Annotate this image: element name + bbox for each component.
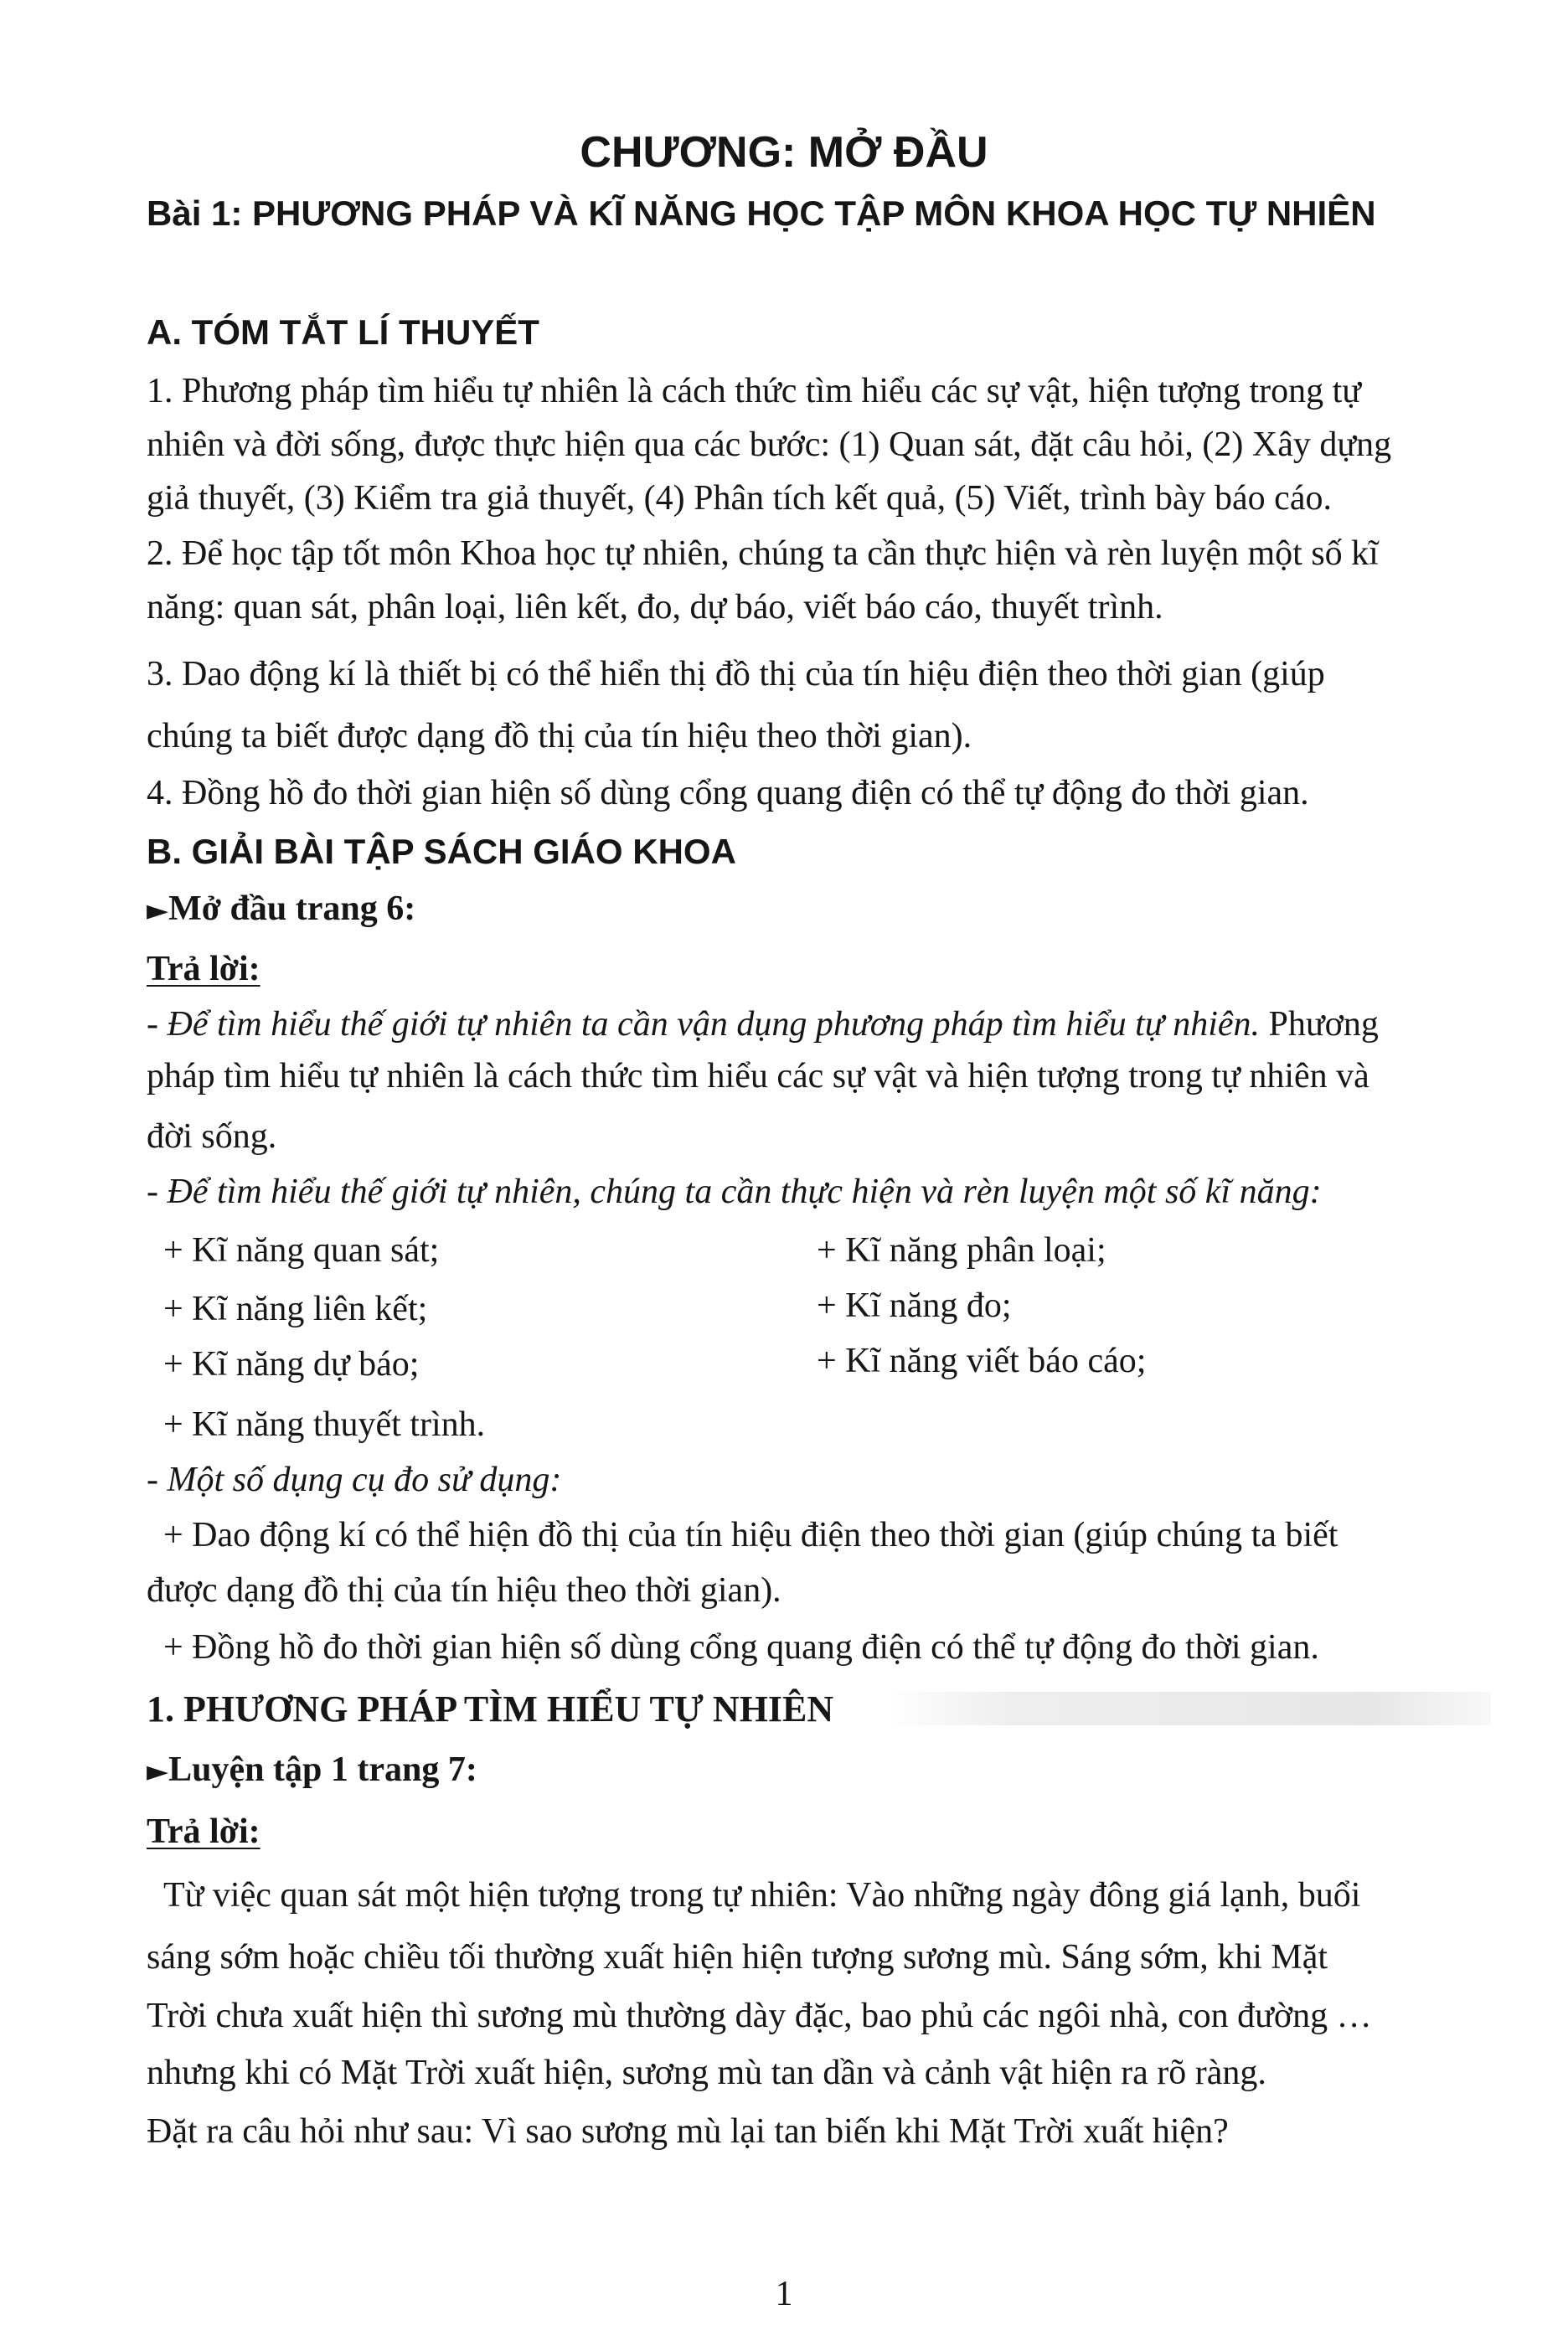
theory-line-1: 1. Phương pháp tìm hiểu tự nhiên là cách thức tìm hiểu các sự vật, hiện tượng trong tự xyxy=(147,372,1362,410)
answer-para-1-rest: Phương xyxy=(1260,1005,1379,1044)
skill-item: + Kĩ năng thuyết trình. xyxy=(163,1405,486,1444)
lesson-title: Bài 1: PHƯƠNG PHÁP VÀ KĨ NĂNG HỌC TẬP MÔN KHOA HỌC TỰ NHIÊN xyxy=(147,193,1376,233)
practice-line-4: nhưng khi có Mặt Trời xuất hiện, sương mù tan dần và cảnh vật hiện ra rõ ràng. xyxy=(147,2054,1266,2092)
practice-heading xyxy=(147,1747,477,1794)
tools-heading: - Một số dụng cụ đo sử dụng: xyxy=(147,1461,562,1499)
page-number: 1 xyxy=(775,2275,793,2313)
theory-line-2: nhiên và đời sống, được thực hiện qua các bước: (1) Quan sát, đặt câu hỏi, (2) Xây dựng xyxy=(147,425,1392,464)
answer-para-1-line-3: đời sống. xyxy=(147,1117,277,1156)
skill-item: + Kĩ năng liên kết; xyxy=(163,1290,428,1328)
section-a-title: A. TÓM TẮT LÍ THUYẾT xyxy=(147,312,539,352)
triangle-icon: ► xyxy=(147,894,169,927)
chapter-title: CHƯƠNG: MỞ ĐẦU xyxy=(580,128,988,177)
tool-2: + Đồng hồ đo thời gian hiện số dùng cổng quang điện có thể tự động đo thời gian. xyxy=(163,1628,1319,1667)
scan-smudge xyxy=(888,1692,1491,1725)
answer-para-2: - Để tìm hiểu thế giới tự nhiên, chúng ta cần thực hiện và rèn luyện một số kĩ năng: xyxy=(147,1173,1322,1211)
theory-line-5: năng: quan sát, phân loại, liên kết, đo, dự báo, viết báo cáo, thuyết trình. xyxy=(147,588,1163,626)
intro-heading-text: Mở đầu trang 6: xyxy=(168,889,416,928)
skill-item: + Kĩ năng đo; xyxy=(817,1286,1012,1325)
intro-heading xyxy=(147,886,415,933)
theory-line-3: giả thuyết, (3) Kiểm tra giả thuyết, (4) Phân tích kết quả, (5) Viết, trình bày báo cáo. xyxy=(147,479,1332,518)
theory-line-7: chúng ta biết được dạng đồ thị của tín hiệu theo thời gian). xyxy=(147,717,972,755)
theory-line-6: 3. Dao động kí là thiết bị có thể hiển thị đồ thị của tín hiệu điện theo thời gian (giúp xyxy=(147,655,1325,693)
section-b-title: B. GIẢI BÀI TẬP SÁCH GIÁO KHOA xyxy=(147,832,736,871)
tool-1-line-1: + Dao động kí có thể hiện đồ thị của tín hiệu điện theo thời gian (giúp chúng ta biết xyxy=(163,1516,1338,1554)
practice-line-5: Đặt ra câu hỏi như sau: Vì sao sương mù lại tan biến khi Mặt Trời xuất hiện? xyxy=(147,2112,1229,2151)
theory-line-4: 2. Để học tập tốt môn Khoa học tự nhiên, chúng ta cần thực hiện và rèn luyện một số kĩ xyxy=(147,534,1379,573)
answer-label: Trả lời: xyxy=(147,1812,260,1851)
skill-item: + Kĩ năng phân loại; xyxy=(817,1231,1106,1270)
tool-1-line-2: được dạng đồ thị của tín hiệu theo thời gian). xyxy=(147,1571,781,1610)
practice-line-3: Trời chưa xuất hiện thì sương mù thường dày đặc, bao phủ các ngôi nhà, con đường … xyxy=(147,1997,1372,2035)
practice-heading-text: Luyện tập 1 trang 7: xyxy=(168,1750,477,1789)
triangle-icon: ► xyxy=(147,1755,169,1788)
skill-item: + Kĩ năng quan sát; xyxy=(163,1231,440,1270)
answer-label: Trả lời: xyxy=(147,950,260,988)
answer-para-1-italic: - Để tìm hiểu thế giới tự nhiên ta cần vận dụng phương pháp tìm hiểu tự nhiên. xyxy=(147,1005,1261,1044)
practice-line-1: Từ việc quan sát một hiện tượng trong tự nhiên: Vào những ngày đông giá lạnh, buổi xyxy=(163,1876,1361,1915)
theory-line-8: 4. Đồng hồ đo thời gian hiện số dùng cổng quang điện có thể tự động đo thời gian. xyxy=(147,774,1309,812)
answer-para-1-line-2: pháp tìm hiểu tự nhiên là cách thức tìm hiểu các sự vật và hiện tượng trong tự nhiên và xyxy=(147,1057,1369,1095)
skill-item: + Kĩ năng viết báo cáo; xyxy=(817,1342,1147,1380)
skill-item: + Kĩ năng dự báo; xyxy=(163,1345,420,1384)
practice-line-2: sáng sớm hoặc chiều tối thường xuất hiện hiện tượng sương mù. Sáng sớm, khi Mặt xyxy=(147,1938,1328,1977)
answer-para-1-line-1 xyxy=(147,1002,1379,1047)
section-1-title: 1. PHƯƠNG PHÁP TÌM HIỂU TỰ NHIÊN xyxy=(147,1688,834,1730)
